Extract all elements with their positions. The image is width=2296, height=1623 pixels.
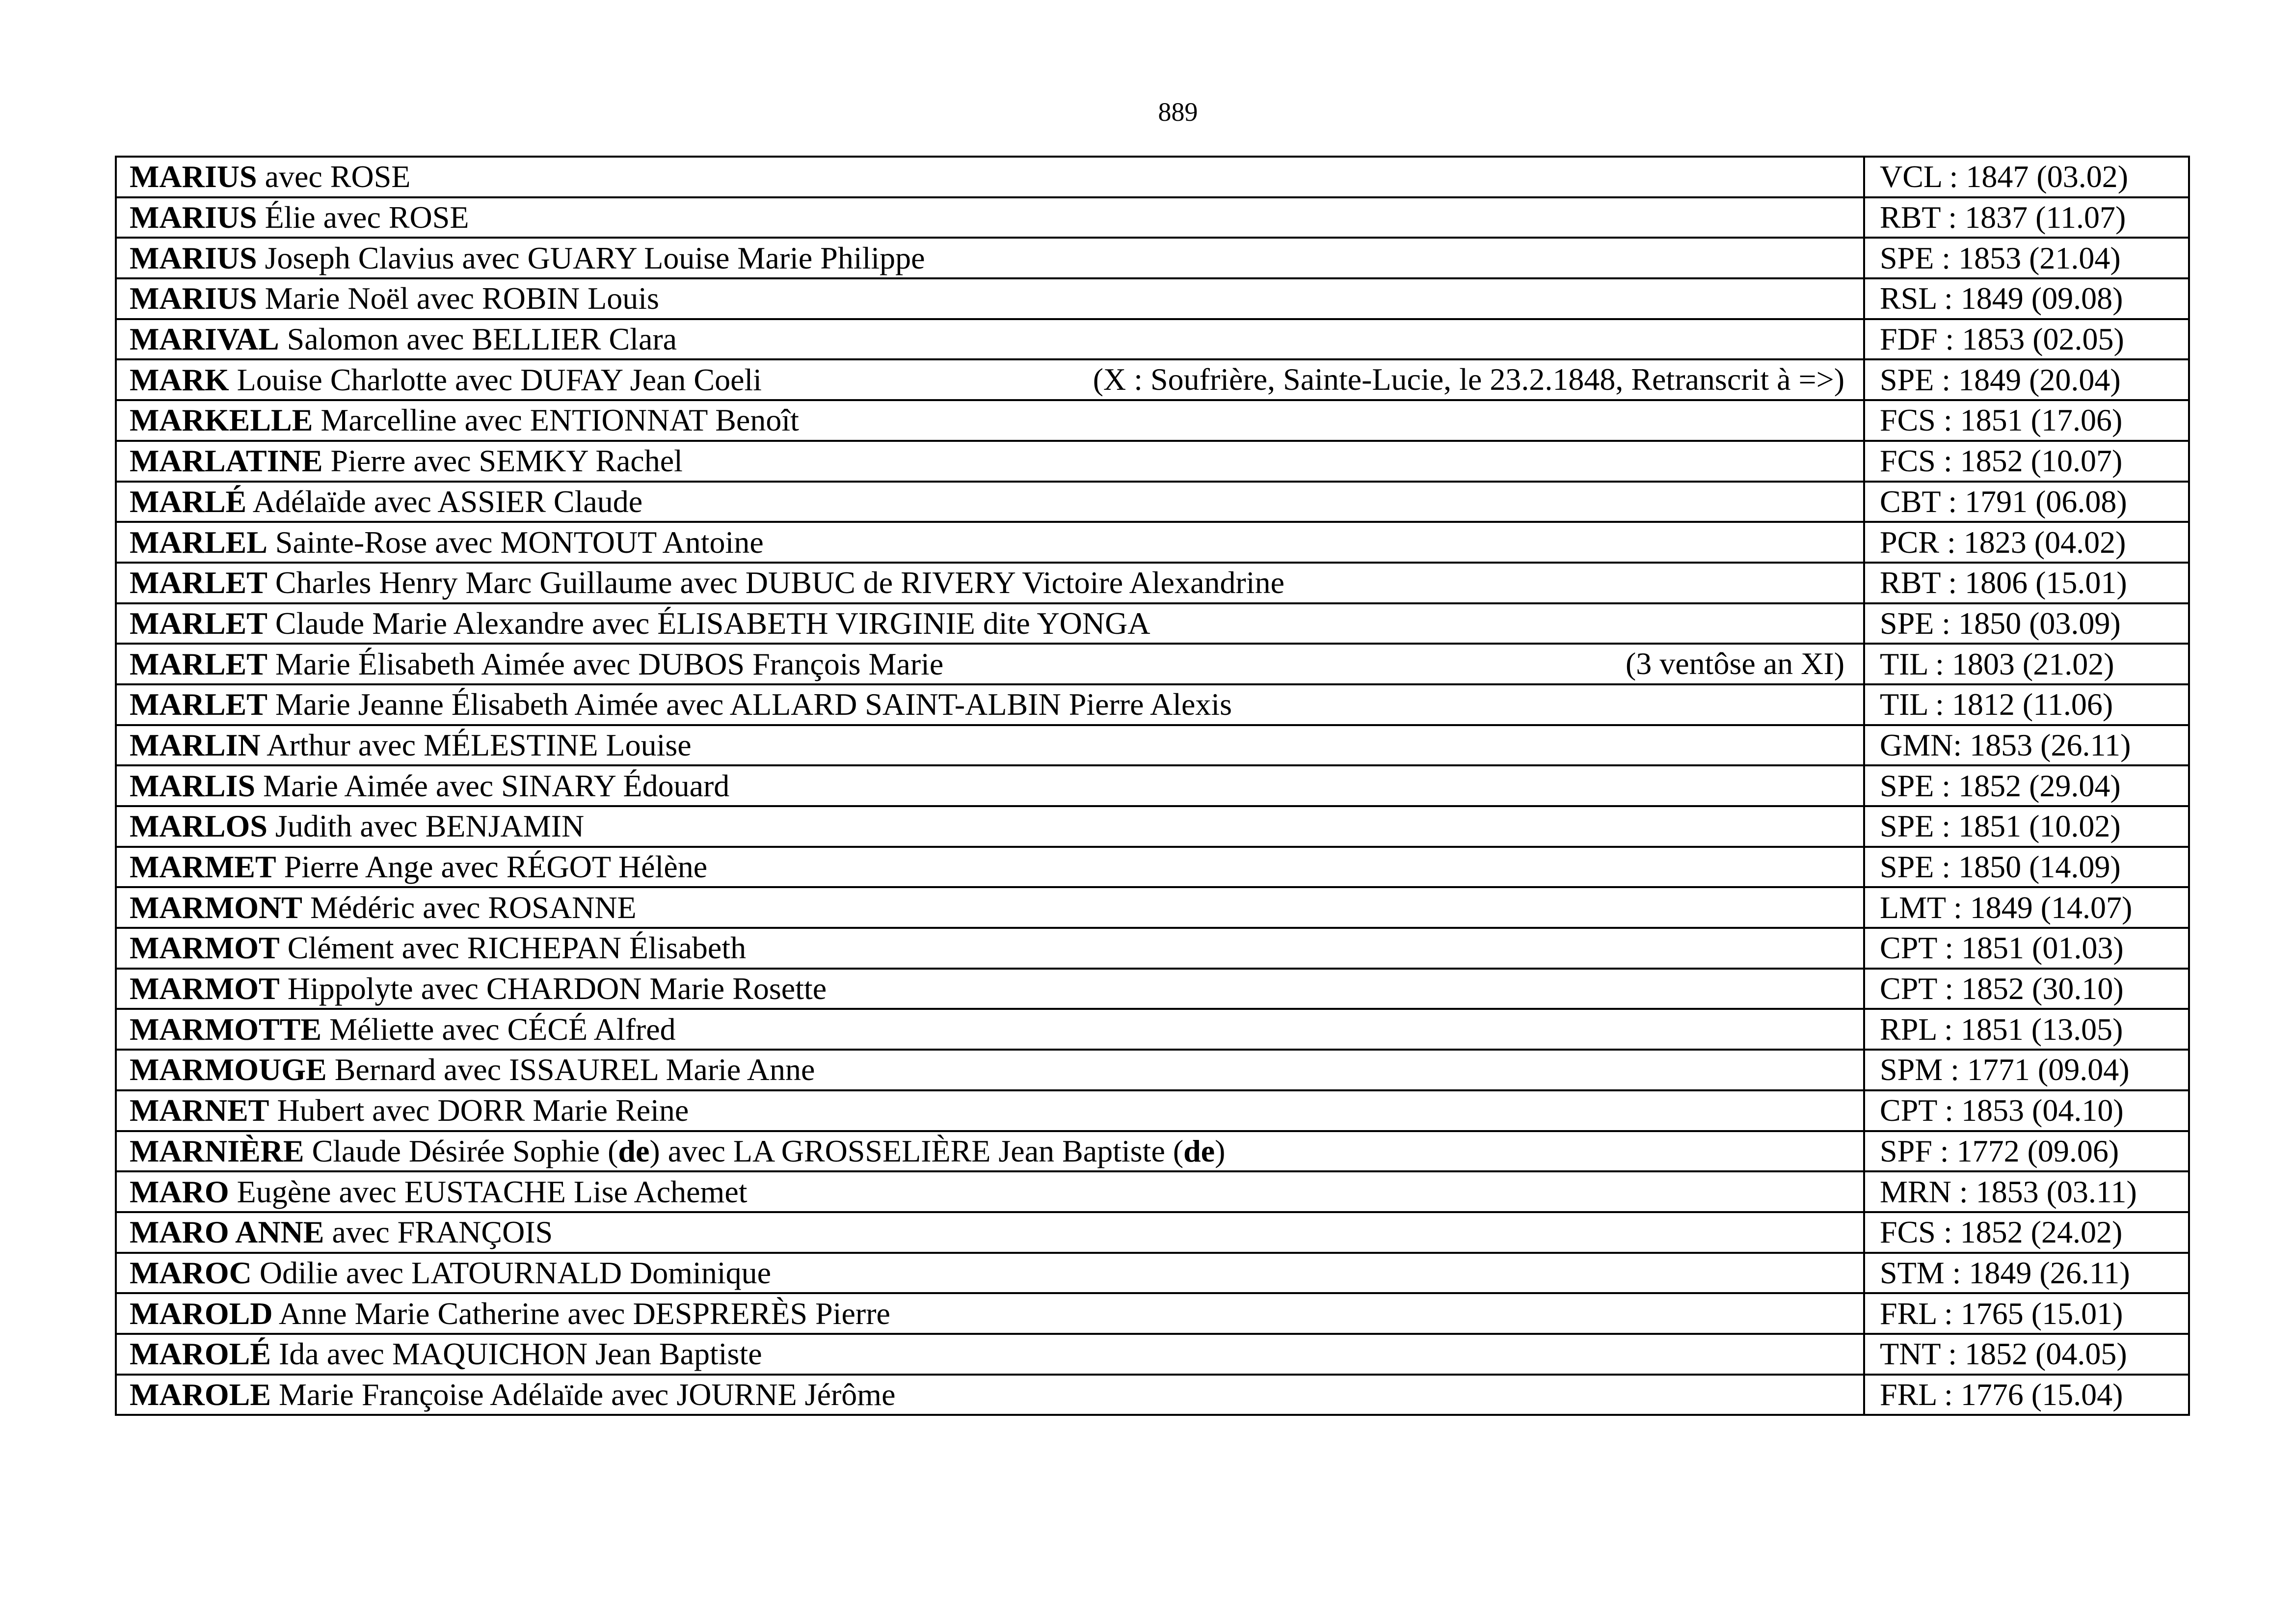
entry-cell <box>116 522 1864 563</box>
table-row <box>116 197 2189 238</box>
reference-cell <box>1864 928 2189 969</box>
surname: MARIUS <box>130 240 257 275</box>
separator: : <box>1951 1174 1976 1209</box>
marriage-date: 1806 (15.01) <box>1965 565 2127 600</box>
table-row <box>116 969 2189 1009</box>
surname: MARIUS <box>130 159 257 194</box>
table-row <box>116 603 2189 644</box>
entry-note: (3 ventôse an XI) <box>1625 646 1844 681</box>
entry-text: Hubert avec DORR Marie Reine <box>269 1093 689 1128</box>
separator: : <box>1934 849 1959 885</box>
separator: : <box>1940 1336 1965 1372</box>
entry-text: Marie Noël avec ROBIN Louis <box>257 281 659 316</box>
parish-code: FCS <box>1880 1215 1936 1250</box>
entry-text: Salomon avec BELLIER Clara <box>279 322 677 357</box>
parish-code: RPL <box>1880 1011 1936 1047</box>
entry-text: Marie Françoise Adélaïde avec JOURNE Jérôme <box>271 1377 896 1412</box>
entry-text: Marcelline avec ENTIONNAT Benoît <box>313 403 799 438</box>
reference-cell <box>1864 157 2189 197</box>
surname: MARNET <box>130 1093 269 1128</box>
marriage-date: 1852 (24.02) <box>1960 1215 2123 1250</box>
entry-cell <box>116 684 1864 725</box>
entry-text: Anne Marie Catherine avec DESPRERÈS Pierre <box>272 1296 890 1331</box>
surname: MARLET <box>130 687 267 722</box>
entry-cell <box>116 1293 1864 1334</box>
table-row <box>116 278 2189 319</box>
entry-note: (X : Soufrière, Sainte-Lucie, le 23.2.1848, Retranscrit à =>) <box>1093 362 1844 397</box>
entry-cell <box>116 928 1864 969</box>
separator: : <box>1935 403 1960 438</box>
separator: : <box>1937 322 1962 357</box>
entry-cell <box>116 563 1864 603</box>
separator: : <box>1934 605 1959 641</box>
parish-code: PCR <box>1880 524 1939 560</box>
reference-cell <box>1864 441 2189 482</box>
surname: MARIUS <box>130 281 257 316</box>
entry-text: Hippolyte avec CHARDON Marie Rosette <box>279 971 827 1006</box>
marriage-date: 1849 (20.04) <box>1958 362 2121 397</box>
marriage-date: 1852 (04.05) <box>1965 1336 2127 1372</box>
surname: MAROLÉ <box>130 1336 271 1372</box>
table-row <box>116 319 2189 360</box>
separator: : <box>1934 768 1959 803</box>
entry-cell <box>116 1253 1864 1294</box>
entry-text: Louise Charlotte avec DUFAY Jean Coeli <box>229 362 762 397</box>
surname: MARLET <box>130 605 267 641</box>
parish-code: SPM <box>1880 1052 1943 1087</box>
table-row <box>116 684 2189 725</box>
marriage-register-table <box>115 156 2190 1416</box>
separator: : <box>1940 484 1965 519</box>
surname: MARIVAL <box>130 322 279 357</box>
marriage-date: 1772 (09.06) <box>1956 1133 2119 1168</box>
separator: : <box>1939 524 1964 560</box>
entry-text: ) <box>1215 1133 1226 1168</box>
parish-code: RBT <box>1880 565 1941 600</box>
parish-code: LMT <box>1880 890 1946 925</box>
entry-text: Pierre Ange avec RÉGOT Hélène <box>276 849 708 885</box>
entry-text: Marie Élisabeth Aimée avec DUBOS François Marie <box>267 646 944 681</box>
separator: : <box>1941 159 1966 194</box>
separator: : <box>1945 890 1970 925</box>
entry-text: Clément avec RICHEPAN Élisabeth <box>279 930 747 966</box>
separator: : <box>1934 809 1959 844</box>
table-row <box>116 887 2189 928</box>
entry-cell <box>116 197 1864 238</box>
separator: : <box>1927 687 1952 722</box>
separator: : <box>1943 1052 1967 1087</box>
entry-text: Charles Henry Marc Guillaume avec DUBUC de RIVERY Victoire Alexandrine <box>267 565 1284 600</box>
table-row <box>116 1090 2189 1131</box>
surname: MARKELLE <box>130 403 313 438</box>
surname: MARLEL <box>130 524 267 560</box>
entry-cell <box>116 806 1864 847</box>
table-row <box>116 400 2189 441</box>
marriage-date: 1765 (15.01) <box>1960 1296 2123 1331</box>
parish-code: SPE <box>1880 605 1934 641</box>
entry-cell <box>116 319 1864 360</box>
table-row <box>116 765 2189 806</box>
separator: : <box>1940 200 1965 235</box>
particle: de <box>618 1133 650 1168</box>
entry-cell <box>116 400 1864 441</box>
parish-code: CBT <box>1880 484 1941 519</box>
marriage-date: 1849 (26.11) <box>1969 1255 2130 1290</box>
reference-cell <box>1864 238 2189 278</box>
reference-cell <box>1864 319 2189 360</box>
separator: : <box>1940 565 1965 600</box>
reference-cell <box>1864 1009 2189 1050</box>
entry-text: Judith avec BENJAMIN <box>267 809 585 844</box>
reference-cell <box>1864 1293 2189 1334</box>
reference-cell <box>1864 765 2189 806</box>
marriage-date: 1812 (11.06) <box>1951 687 2113 722</box>
entry-cell <box>116 969 1864 1009</box>
entry-cell <box>116 278 1864 319</box>
separator: : <box>1937 971 1961 1006</box>
surname: MARLOS <box>130 809 267 844</box>
surname: MARIUS <box>130 200 257 235</box>
surname: MAROLE <box>130 1377 271 1412</box>
parish-code: FCS <box>1880 403 1936 438</box>
table-row <box>116 1131 2189 1172</box>
marriage-date: 1853 (21.04) <box>1958 240 2121 275</box>
table-row <box>116 238 2189 278</box>
reference-cell <box>1864 644 2189 684</box>
parish-code: FDF <box>1880 322 1938 357</box>
reference-cell <box>1864 1212 2189 1253</box>
marriage-date: 1851 (10.02) <box>1958 809 2121 844</box>
reference-cell <box>1864 400 2189 441</box>
separator: : <box>1936 281 1961 316</box>
separator: : <box>1934 362 1959 397</box>
entry-cell <box>116 765 1864 806</box>
reference-cell <box>1864 1050 2189 1090</box>
reference-cell <box>1864 359 2189 400</box>
separator: : <box>1936 1011 1961 1047</box>
table-row <box>116 157 2189 197</box>
entry-text: Claude Désirée Sophie ( <box>304 1133 618 1168</box>
reference-cell <box>1864 1375 2189 1415</box>
reference-cell <box>1864 887 2189 928</box>
entry-text: Joseph Clavius avec GUARY Louise Marie Philippe <box>257 240 925 275</box>
entry-text: Marie Aimée avec SINARY Édouard <box>255 768 730 803</box>
surname: MARO <box>130 1174 229 1209</box>
table-row <box>116 725 2189 766</box>
entry-text: Sainte-Rose avec MONTOUT Antoine <box>267 524 764 560</box>
parish-code: STM <box>1880 1255 1945 1290</box>
reference-cell <box>1864 1253 2189 1294</box>
parish-code: TIL <box>1880 687 1928 722</box>
marriage-date: 1823 (04.02) <box>1963 524 2126 560</box>
separator: : <box>1937 1093 1961 1128</box>
parish-code: SPE <box>1880 362 1934 397</box>
entry-cell <box>116 1009 1864 1050</box>
surname: MARMOT <box>130 930 280 966</box>
reference-cell <box>1864 969 2189 1009</box>
entry-cell <box>116 603 1864 644</box>
surname: MARNIÈRE <box>130 1133 304 1168</box>
table-row <box>116 847 2189 888</box>
entry-text: ) avec LA GROSSELIÈRE Jean Baptiste ( <box>649 1133 1184 1168</box>
parish-code: RBT <box>1880 200 1941 235</box>
entry-text: Odilie avec LATOURNALD Dominique <box>251 1255 772 1290</box>
table-row <box>116 806 2189 847</box>
table-row <box>116 359 2189 400</box>
entry-cell <box>116 1171 1864 1212</box>
surname: MARK <box>130 362 229 397</box>
marriage-date: 1791 (06.08) <box>1965 484 2127 519</box>
table-row <box>116 1253 2189 1294</box>
separator: : <box>1934 240 1959 275</box>
table-row <box>116 1375 2189 1415</box>
reference-cell <box>1864 563 2189 603</box>
reference-cell <box>1864 482 2189 522</box>
table-row <box>116 1293 2189 1334</box>
separator: : <box>1936 1377 1961 1412</box>
parish-code: CPT <box>1880 1093 1937 1128</box>
separator: : <box>1927 646 1952 681</box>
surname: MARO ANNE <box>130 1215 324 1250</box>
marriage-date: 1852 (10.07) <box>1960 443 2123 479</box>
entry-cell <box>116 1050 1864 1090</box>
table-row <box>116 441 2189 482</box>
table-row <box>116 563 2189 603</box>
marriage-date: 1851 (17.06) <box>1960 403 2123 438</box>
surname: MARMOTTE <box>130 1011 322 1047</box>
entry-text: Médéric avec ROSANNE <box>302 890 637 925</box>
parish-code: TNT <box>1880 1336 1941 1372</box>
entry-cell <box>116 725 1864 766</box>
separator: : <box>1935 1215 1960 1250</box>
register-body <box>116 157 2189 1415</box>
entry-cell <box>116 644 1864 684</box>
table-row <box>116 482 2189 522</box>
parish-code: MRN <box>1880 1174 1951 1209</box>
marriage-date: 1853 (02.05) <box>1962 322 2124 357</box>
entry-cell <box>116 157 1864 197</box>
entry-cell <box>116 359 1864 400</box>
marriage-date: 1850 (03.09) <box>1958 605 2121 641</box>
parish-code: FRL <box>1880 1296 1936 1331</box>
entry-cell <box>116 1375 1864 1415</box>
parish-code: VCL <box>1880 159 1942 194</box>
entry-text: Bernard avec ISSAUREL Marie Anne <box>326 1052 815 1087</box>
marriage-date: 1847 (03.02) <box>1966 159 2129 194</box>
page-number: 889 <box>1158 97 1198 127</box>
separator: : <box>1936 1296 1961 1331</box>
surname: MAROC <box>130 1255 252 1290</box>
parish-code: SPF <box>1880 1133 1932 1168</box>
parish-code: SPE <box>1880 240 1934 275</box>
entry-text: Claude Marie Alexandre avec ÉLISABETH VIRGINIE dite YONGA <box>267 605 1150 641</box>
marriage-date: 1853 (03.11) <box>1976 1174 2137 1209</box>
entry-cell <box>116 441 1864 482</box>
surname: MARLATINE <box>130 443 323 479</box>
table-row <box>116 1050 2189 1090</box>
parish-code: GMN <box>1880 727 1953 762</box>
marriage-date: 1852 (29.04) <box>1958 768 2121 803</box>
parish-code: RSL <box>1880 281 1936 316</box>
marriage-date: 1803 (21.02) <box>1951 646 2114 681</box>
particle: de <box>1183 1133 1215 1168</box>
separator: : <box>1932 1133 1957 1168</box>
parish-code: CPT <box>1880 930 1937 966</box>
entry-text: Pierre avec SEMKY Rachel <box>322 443 683 479</box>
surname: MAROLD <box>130 1296 273 1331</box>
entry-cell <box>116 1090 1864 1131</box>
separator: : <box>1944 1255 1969 1290</box>
parish-code: TIL <box>1880 646 1928 681</box>
entry-text: Élie avec ROSE <box>257 200 469 235</box>
reference-cell <box>1864 1334 2189 1375</box>
surname: MARLET <box>130 646 267 681</box>
table-row <box>116 1212 2189 1253</box>
table-row <box>116 1334 2189 1375</box>
reference-cell <box>1864 1171 2189 1212</box>
entry-text: Marie Jeanne Élisabeth Aimée avec ALLARD SAINT-ALBIN Pierre Alexis <box>267 687 1232 722</box>
parish-code: SPE <box>1880 768 1934 803</box>
reference-cell <box>1864 522 2189 563</box>
entry-text: avec FRANÇOIS <box>324 1215 553 1250</box>
entry-cell <box>116 1212 1864 1253</box>
entry-text: Eugène avec EUSTACHE Lise Achemet <box>229 1174 748 1209</box>
marriage-date: 1837 (11.07) <box>1965 200 2126 235</box>
reference-cell <box>1864 1090 2189 1131</box>
entry-cell <box>116 1334 1864 1375</box>
reference-cell <box>1864 806 2189 847</box>
reference-cell <box>1864 278 2189 319</box>
parish-code: SPE <box>1880 809 1934 844</box>
surname: MARLIN <box>130 727 261 762</box>
reference-cell <box>1864 847 2189 888</box>
reference-cell <box>1864 725 2189 766</box>
entry-cell <box>116 847 1864 888</box>
marriage-date: 1852 (30.10) <box>1961 971 2124 1006</box>
separator: : <box>1937 930 1961 966</box>
marriage-date: 1850 (14.09) <box>1958 849 2121 885</box>
table-row <box>116 928 2189 969</box>
parish-code: FCS <box>1880 443 1936 479</box>
entry-text: avec ROSE <box>257 159 411 194</box>
entry-cell <box>116 238 1864 278</box>
surname: MARLIS <box>130 768 256 803</box>
surname: MARMONT <box>130 890 302 925</box>
surname: MARMOUGE <box>130 1052 327 1087</box>
separator: : <box>1953 727 1970 762</box>
table-row <box>116 644 2189 684</box>
marriage-date: 1851 (01.03) <box>1961 930 2124 966</box>
surname: MARMET <box>130 849 276 885</box>
marriage-date: 1776 (15.04) <box>1960 1377 2123 1412</box>
entry-cell <box>116 482 1864 522</box>
marriage-date: 1771 (09.04) <box>1967 1052 2130 1087</box>
entry-text: Adélaïde avec ASSIER Claude <box>246 484 643 519</box>
parish-code: SPE <box>1880 849 1934 885</box>
separator: : <box>1935 443 1960 479</box>
reference-cell <box>1864 603 2189 644</box>
parish-code: CPT <box>1880 971 1937 1006</box>
surname: MARMOT <box>130 971 280 1006</box>
reference-cell <box>1864 197 2189 238</box>
marriage-date: 1853 (26.11) <box>1970 727 2131 762</box>
marriage-date: 1851 (13.05) <box>1960 1011 2123 1047</box>
parish-code: FRL <box>1880 1377 1936 1412</box>
marriage-date: 1849 (09.08) <box>1960 281 2123 316</box>
reference-cell <box>1864 1131 2189 1172</box>
reference-cell <box>1864 684 2189 725</box>
marriage-date: 1849 (14.07) <box>1970 890 2133 925</box>
entry-cell <box>116 1131 1864 1172</box>
marriage-date: 1853 (04.10) <box>1961 1093 2124 1128</box>
entry-cell <box>116 887 1864 928</box>
table-row <box>116 1171 2189 1212</box>
surname: MARLÉ <box>130 484 247 519</box>
table-row <box>116 1009 2189 1050</box>
table-row <box>116 522 2189 563</box>
entry-text: Arthur avec MÉLESTINE Louise <box>260 727 692 762</box>
surname: MARLET <box>130 565 267 600</box>
entry-text: Ida avec MAQUICHON Jean Baptiste <box>271 1336 762 1372</box>
entry-text: Méliette avec CÉCÉ Alfred <box>321 1011 676 1047</box>
